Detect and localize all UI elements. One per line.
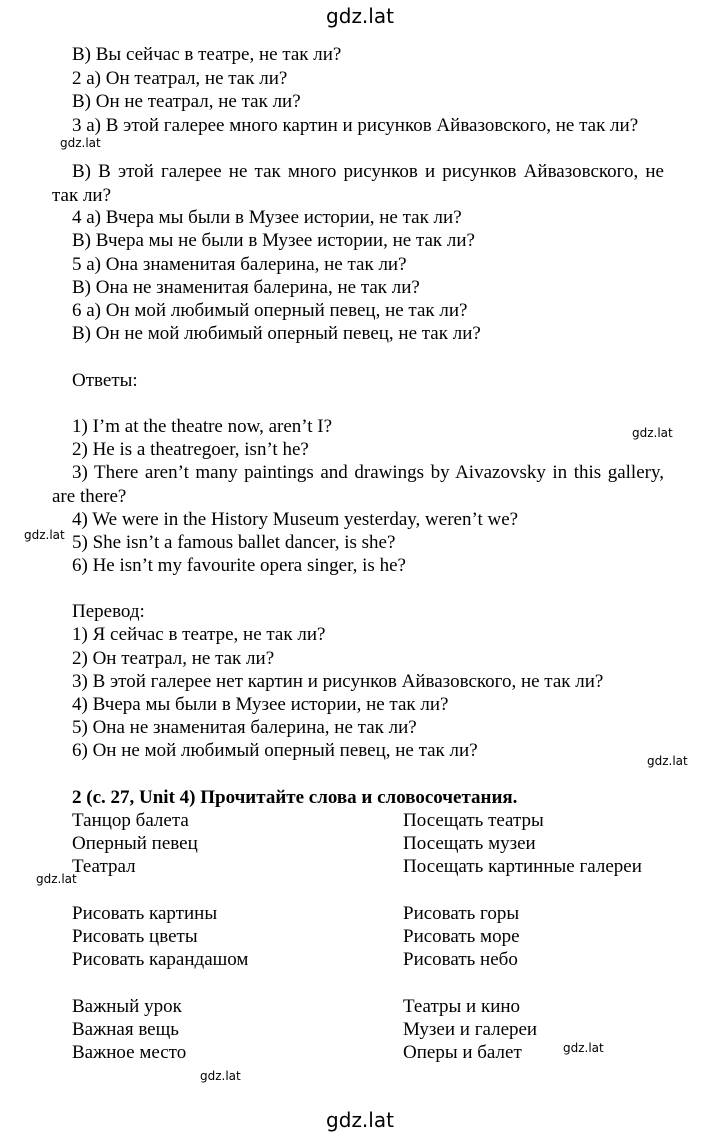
word-left: Важное место [72, 1042, 187, 1063]
word-left: Танцор балета [72, 810, 189, 831]
word-left: Рисовать цветы [72, 926, 198, 947]
question-line: B) Вчера мы не были в Музее истории, не так ли? [72, 230, 475, 251]
word-right: Театры и кино [403, 996, 521, 1017]
translation-heading: Перевод: [72, 601, 145, 622]
translation-line: 5) Она не знаменитая балерина, не так ли? [72, 717, 417, 738]
translation-line: 1) Я сейчас в театре, не так ли? [72, 624, 326, 645]
word-right: Рисовать море [403, 926, 520, 947]
answer-line: 6) He isn’t my favourite opera singer, is he? [72, 555, 406, 576]
word-left: Важный урок [72, 996, 182, 1017]
translation-line: 2) Он театрал, не так ли? [72, 648, 275, 669]
answer-line: 4) We were in the History Museum yesterday, weren’t we? [72, 509, 519, 530]
word-right: Посещать театры [403, 810, 544, 831]
word-right: Посещать картинные галереи [403, 856, 642, 877]
word-right: Музеи и галереи [403, 1019, 538, 1040]
watermark: gdz.lat [36, 872, 77, 886]
watermark: gdz.lat [200, 1069, 241, 1083]
watermark-bottom: gdz.lat [326, 1108, 394, 1132]
question-line: B) Он не мой любимый оперный певец, не так ли? [72, 323, 481, 344]
question-line: B) В этой галерее не так много рисунков и рисунков Айвазовского, не так ли? [52, 161, 664, 206]
watermark: gdz.lat [563, 1041, 604, 1055]
watermark: gdz.lat [632, 426, 673, 440]
translation-line: 3) В этой галерее нет картин и рисунков Айвазовского, не так ли? [72, 671, 604, 692]
question-line: 6 а) Он мой любимый оперный певец, не так ли? [72, 300, 468, 321]
watermark: gdz.lat [647, 754, 688, 768]
word-right: Оперы и балет [403, 1042, 522, 1063]
question-line: 4 а) Вчера мы были в Музее истории, не так ли? [72, 207, 462, 228]
question-line: 3 а) В этой галерее много картин и рисунков Айвазовского, не так ли? [72, 115, 639, 136]
translation-line: 4) Вчера мы были в Музее истории, не так ли? [72, 694, 449, 715]
answers-heading: Ответы: [72, 370, 138, 391]
question-line: 5 а) Она знаменитая балерина, не так ли? [72, 254, 407, 275]
answer-line: 1) I’m at the theatre now, aren’t I? [72, 416, 333, 437]
answer-line: 5) She isn’t a famous ballet dancer, is she? [72, 532, 396, 553]
word-left: Оперный певец [72, 833, 198, 854]
question-line: 2 а) Он театрал, не так ли? [72, 68, 288, 89]
word-right: Посещать музеи [403, 833, 536, 854]
word-left: Театрал [72, 856, 136, 877]
question-line: B) Вы сейчас в театре, не так ли? [72, 44, 342, 65]
translation-line: 6) Он не мой любимый оперный певец, не так ли? [72, 740, 478, 761]
task-heading: 2 (с. 27, Unit 4) Прочитайте слова и словосочетания. [72, 787, 518, 808]
watermark: gdz.lat [24, 528, 65, 542]
answer-line: 3) There aren’t many paintings and drawings by Aivazovsky in this gallery, are there? [52, 462, 664, 507]
answer-line: 2) He is a theatregoer, isn’t he? [72, 439, 309, 460]
word-right: Рисовать горы [403, 903, 520, 924]
word-right: Рисовать небо [403, 949, 518, 970]
watermark: gdz.lat [60, 136, 101, 150]
question-line: B) Он не театрал, не так ли? [72, 91, 301, 112]
word-left: Рисовать карандашом [72, 949, 249, 970]
question-line: B) Она не знаменитая балерина, не так ли? [72, 277, 420, 298]
watermark-top: gdz.lat [326, 4, 394, 28]
word-left: Рисовать картины [72, 903, 218, 924]
word-left: Важная вещь [72, 1019, 179, 1040]
